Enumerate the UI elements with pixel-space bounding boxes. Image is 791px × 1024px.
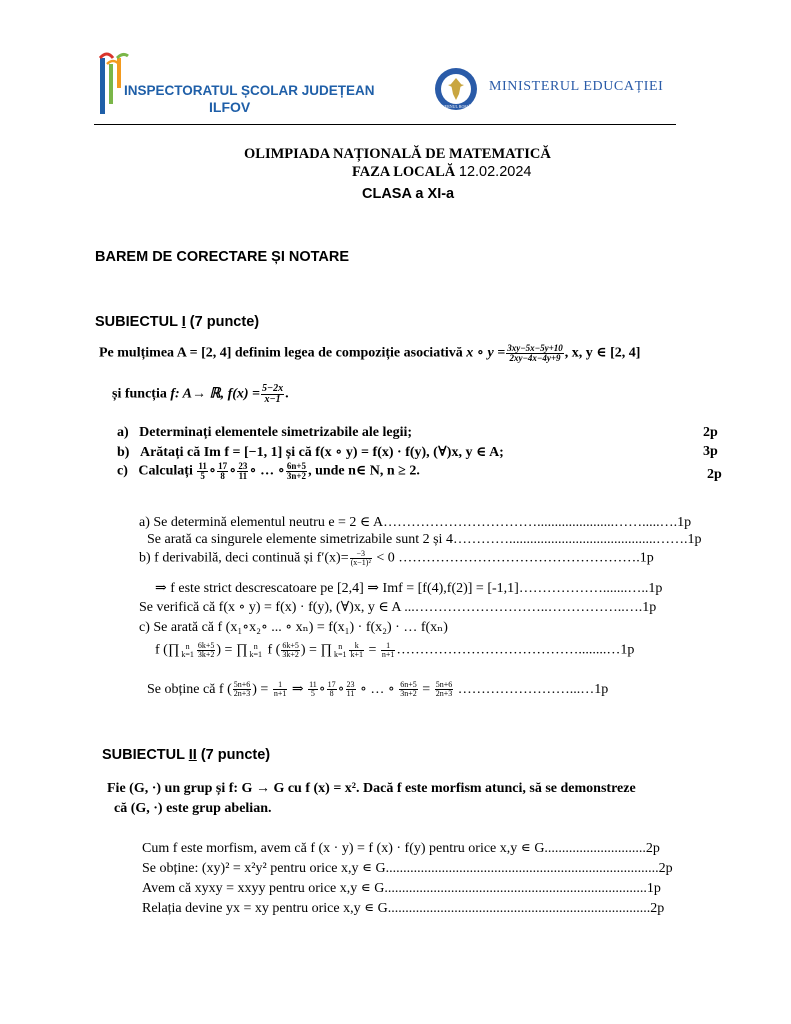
c2-n4: 1 [381, 642, 396, 651]
solution-c2 [155, 642, 634, 659]
item-c [117, 462, 420, 481]
item-b-label: b) [117, 445, 130, 460]
c3-d3: 5 [310, 689, 315, 699]
item-c-frac3 [237, 462, 248, 481]
subject2-heading-post: (7 puncte) [196, 747, 271, 763]
solution-b2: ⇒ f este strict descrescatoare pe [2,4] ⇒ Imf = [f(4),f(2)] = [-1,1]……………….......…..1p [155, 581, 663, 596]
item-c-nl: 6n+5 [286, 461, 307, 471]
c3-n1: 5n+6 [233, 680, 251, 690]
c3-d1: 2n+3 [233, 689, 251, 699]
item-c-frac2 [217, 462, 228, 481]
c3-n4b: 23 [346, 680, 355, 690]
c3-frac2 [273, 681, 288, 698]
c3-frac1 [233, 681, 252, 698]
c3-chain-mid: ∘ … ∘ [356, 682, 399, 697]
item-c-n2: 17 [218, 461, 228, 471]
c3-eq: ) = [252, 682, 272, 697]
solution-b1-den: (x−1)² [350, 558, 371, 567]
c2-frac1 [197, 642, 216, 659]
c2-n3: k [349, 642, 364, 651]
subject2-solution-3: Avem că xyxy = xxyy pentru orice x,y ∊ G...........................................................................1p [142, 881, 661, 896]
isj-logo [97, 50, 129, 114]
statement-op: x ∘ y = [466, 345, 506, 361]
c2-n1: 6k+5 [197, 641, 215, 650]
c2-lim-low2: k=1 [249, 649, 262, 659]
subject1-heading-pre: SUBIECTUL [95, 314, 182, 330]
solution-b1 [139, 550, 654, 567]
item-c-d2: 8 [220, 471, 225, 481]
c3-frac4b [346, 681, 356, 698]
c2-lim-top2: n [253, 641, 258, 651]
item-c-label: c) [117, 463, 128, 479]
item-c-dl: 3n+2 [286, 471, 307, 481]
item-c-frac1 [197, 462, 208, 481]
c2-lim-top3: n [338, 641, 343, 651]
subject2-heading-pre: SUBIECTUL [102, 747, 189, 763]
statement-p3: și funcția [112, 386, 171, 402]
item-c-op2: ∘ [229, 463, 237, 479]
statement-p1: Pe mulțimea A = [2, 4] definim legea de compoziție asociativă [99, 345, 467, 361]
inspectorat-name: INSPECTORATUL ȘCOLAR JUDEȚEAN [124, 83, 375, 98]
c2-mid2: f ( [264, 642, 281, 658]
subject1-heading-num: I [181, 314, 186, 330]
c3-n4: 17 [327, 680, 336, 690]
item-c-dots: ∘ … ∘ [249, 463, 285, 479]
class-title: CLASA a XI-a [362, 186, 455, 202]
item-c-op1: ∘ [208, 463, 217, 479]
contest-phase [352, 164, 531, 181]
subject2-statement-l2: că (G, ·) este grup abelian. [114, 801, 272, 816]
subject2-heading-num: II [188, 747, 197, 763]
c3-op1: ∘ [318, 682, 326, 697]
solution-b1-pre: b) f derivabilă, deci continuă și f′(x)= [139, 550, 349, 566]
solution-b1-frac [350, 550, 372, 567]
contest-title: OLIMPIADA NAȚIONALĂ DE MATEMATICĂ [244, 146, 551, 162]
c3-frac6 [435, 681, 454, 698]
item-c-n3: 23 [238, 461, 248, 471]
solution-a2: Se arată ca singurele elemente simetrizabile sunt 2 și 4…………..........................................…….1p [147, 532, 702, 547]
c3-frac5 [399, 681, 418, 698]
c3-frac4 [327, 681, 337, 698]
c3-arrow: ⇒ [288, 682, 308, 697]
subject1-statement-l1 [99, 344, 640, 363]
item-c-pre: Calculați [138, 463, 197, 479]
c2-d1: 3k+2 [197, 650, 215, 659]
func-fraction [261, 384, 284, 405]
c2-prod-limits3 [333, 643, 348, 659]
c3-n2: 1 [273, 681, 288, 690]
subject2-statement-l1: Fie (G, ·) un grup și f: G → G cu f (x) = x². Dacă f este morfism atunci, să se demonstreze [107, 781, 636, 796]
c2-lim-top1: n [185, 641, 190, 651]
statement-num: 3xy−5x−5y+10 [507, 343, 563, 353]
ministry-name: MINISTERUL EDUCAȚIEI [489, 79, 664, 94]
item-c-n1: 11 [198, 461, 207, 471]
item-b-points: 3p [703, 444, 718, 459]
c2-frac4 [381, 642, 396, 659]
subject1-statement-l2 [112, 384, 289, 405]
header-divider [94, 124, 676, 125]
c3-d4b: 11 [346, 689, 355, 699]
c2-mid1: ) = ∏ [216, 642, 248, 658]
c2-n2: 6k+5 [282, 641, 299, 650]
phase-label: FAZA LOCALĂ [352, 164, 456, 180]
item-c-post: , unde n∈ N, n ≥ 2. [308, 463, 420, 479]
statement-func: f: A→ ℝ, f(x) = [170, 386, 261, 402]
statement-den: 2xy−4x−4y+9 [509, 353, 561, 363]
func-num: 5−2x [262, 383, 284, 394]
c2-lim-low1: k=1 [181, 649, 194, 659]
item-c-fraclast [286, 462, 307, 481]
c3-d5: 3n+2 [400, 689, 417, 699]
item-a-label: a) [117, 425, 129, 440]
subject2-solution-4: Relația devine yx = xy pentru orice x,y ∊ G...........................................................................2p [142, 901, 665, 916]
c3-d6: 2n+3 [435, 689, 453, 699]
c2-mid3: ) = ∏ [300, 642, 332, 658]
solution-a1: a) Se determină elementul neutru e = 2 ∈ A……………………………......................…….....….1p [139, 515, 692, 530]
c2-pre: f (∏ [155, 642, 180, 658]
c2-post: …………………………………........…1p [396, 642, 635, 658]
c3-frac3 [308, 681, 318, 698]
c2-lim-low3: k=1 [333, 649, 347, 659]
isj-logo-icon [97, 50, 129, 114]
item-c-points: 2p [707, 467, 722, 482]
c2-d4: n+1 [381, 650, 395, 659]
c3-pre: Se obține că f ( [147, 682, 232, 697]
item-b [117, 444, 504, 461]
inspectorat-county: ILFOV [209, 99, 251, 115]
solution-c1: c) Se arată că f (x₁∘x₂∘ ... ∘ xₙ) = f(x₁) · f(x₂) · … f(xₙ) [139, 620, 448, 635]
item-b-text: Arătați că Im f = [−1, 1] și că f(x ∘ y) = f(x) · f(y), (∀)x, y ∈ A; [139, 445, 504, 460]
c2-eq: = [364, 642, 380, 658]
subject2-heading [102, 747, 270, 763]
c2-d2: 3k+2 [282, 650, 299, 659]
item-c-d3: 11 [238, 471, 248, 481]
solution-b1-num: −3 [350, 550, 372, 559]
solution-b1-post: < 0 …………………………………………….1p [372, 550, 654, 566]
c3-d4: 8 [329, 689, 334, 699]
c3-n6: 5n+6 [435, 680, 453, 690]
c3-d2: n+1 [273, 689, 287, 699]
item-a-text: Determinați elementele simetrizabile ale legii; [139, 425, 413, 440]
item-a [117, 425, 412, 441]
solution-c3 [147, 681, 608, 698]
c3-n5: 6n+5 [400, 680, 417, 690]
c3-op2: ∘ [337, 682, 345, 697]
c3-n3: 11 [309, 680, 317, 690]
subject1-heading [95, 314, 259, 330]
c2-frac2 [281, 642, 300, 659]
c3-post: ……………………...…1p [454, 682, 609, 697]
c2-d3: k+1 [350, 650, 363, 659]
item-a-points: 2p [703, 425, 718, 440]
seal-caption: GUVERNUL ROMÂNIEI [436, 104, 479, 109]
item-c-d1: 5 [200, 471, 205, 481]
subject2-solution-2: Se obține: (xy)² = x²y² pentru orice x,y ∊ G..............................................................................2p [142, 861, 673, 876]
statement-dot: . [285, 386, 289, 402]
subject2-solution-1: Cum f este morfism, avem că f (x · y) = f (x) · f(y) pentru orice x,y ∊ G.............................2p [142, 841, 660, 856]
func-den: x−1 [264, 394, 281, 405]
c2-prod-limits2 [248, 643, 263, 659]
c2-frac3 [349, 642, 364, 659]
phase-date: 12.02.2024 [458, 164, 532, 180]
solution-b3: Se verifică că f(x ∘ y) = f(x) · f(y), (∀)x, y ∈ A ...………………………..……………..….1p [139, 600, 657, 615]
statement-fraction [506, 344, 564, 363]
statement-p2: , x, y ∈ [2, 4] [564, 345, 641, 361]
subject1-heading-post: (7 puncte) [185, 314, 260, 330]
barem-title: BAREM DE CORECTARE ȘI NOTARE [95, 249, 350, 265]
c2-prod-limits1 [180, 643, 195, 659]
c3-eq2: = [418, 682, 434, 697]
